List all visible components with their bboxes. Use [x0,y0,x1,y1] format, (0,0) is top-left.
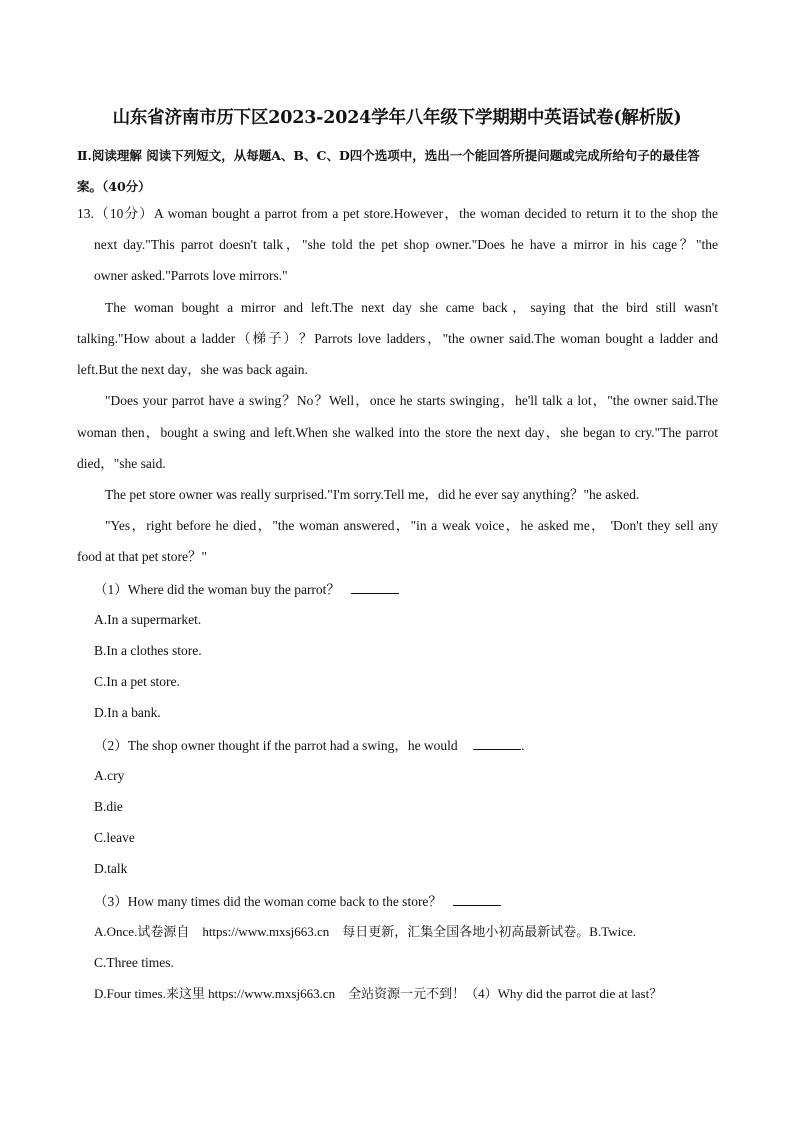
option-a: A.cry [94,768,125,783]
option-c: C.In a pet store. [94,674,180,689]
option-a: A.In a supermarket. [94,612,202,627]
passage-line: left.But the next day，she was back again. [77,362,308,377]
question-3-stem: （3）How many times did the woman come back to the store？ [94,894,442,909]
answer-blank [453,893,501,906]
passage-line: "Yes，right before he died，"the woman answered，"in a weak voice，he asked me， 'Don't they sell any [105,518,718,533]
answer-blank [473,737,521,750]
passage-line: died，"she said. [77,456,166,471]
question-2-stem: （2）The shop owner thought if the parrot had a swing，he would [94,738,458,753]
answer-blank [351,581,399,594]
passage-line: food at that pet store？" [77,549,207,564]
document-title: 山东省济南市历下区2023-2024学年八年级下学期期中英语试卷(解析版) [112,108,682,128]
question-stem [94,893,501,910]
passage-line: talking."How about a ladder（梯子）？Parrots love ladders，"the owner said.The woman bought a ladder and [77,331,718,346]
option-d: D.In a bank. [94,705,161,720]
question-stem [94,581,399,598]
option-b: B.In a clothes store. [94,643,202,658]
passage-line: next day."This parrot doesn't talk，"she told the pet shop owner."Does he have a mirror in his cage？"the [94,237,718,252]
option-d: D.Four times.来这里 https://www.mxsj663.cn 全站资源一元不到！（4）Why did the parrot die at last？ [94,986,663,1001]
passage-line: The pet store owner was really surprised."I'm sorry.Tell me，did he ever say anything？"he asked. [105,487,640,502]
option-c: C.Three times. [94,955,174,970]
passage-line: The woman bought a mirror and left.The next day she came back，saying that the bird still wasn't [105,300,718,315]
question-1-stem: （1）Where did the woman buy the parrot？ [94,582,340,597]
option-d: D.talk [94,861,128,876]
question-stem [94,737,524,754]
passage-line: "Does your parrot have a swing？No？Well，once he starts swinging，he'll talk a lot，"the owner said.The [105,393,718,408]
passage-line: owner asked."Parrots love mirrors." [94,268,288,283]
passage-line: 13.（10分）A woman bought a parrot from a pet store.However，the woman decided to return it to the shop the [77,206,718,221]
option-c: C.leave [94,830,135,845]
option-b: B.die [94,799,123,814]
option-a: A.Once.试卷源自 https://www.mxsj663.cn 每日更新，汇集全国各地小初高最新试卷。B.Twice. [94,924,637,939]
passage-line: woman then，bought a swing and left.When she walked into the store the next day，she began to cry."The parrot [77,425,718,440]
section-heading: Ⅱ.阅读理解 阅读下列短文，从每题A、B、C、D四个选项中，选出一个能回答所提问题或完成所给句子的最佳答案。（40分） [77,148,700,194]
question-2-stem-end: . [521,738,525,753]
